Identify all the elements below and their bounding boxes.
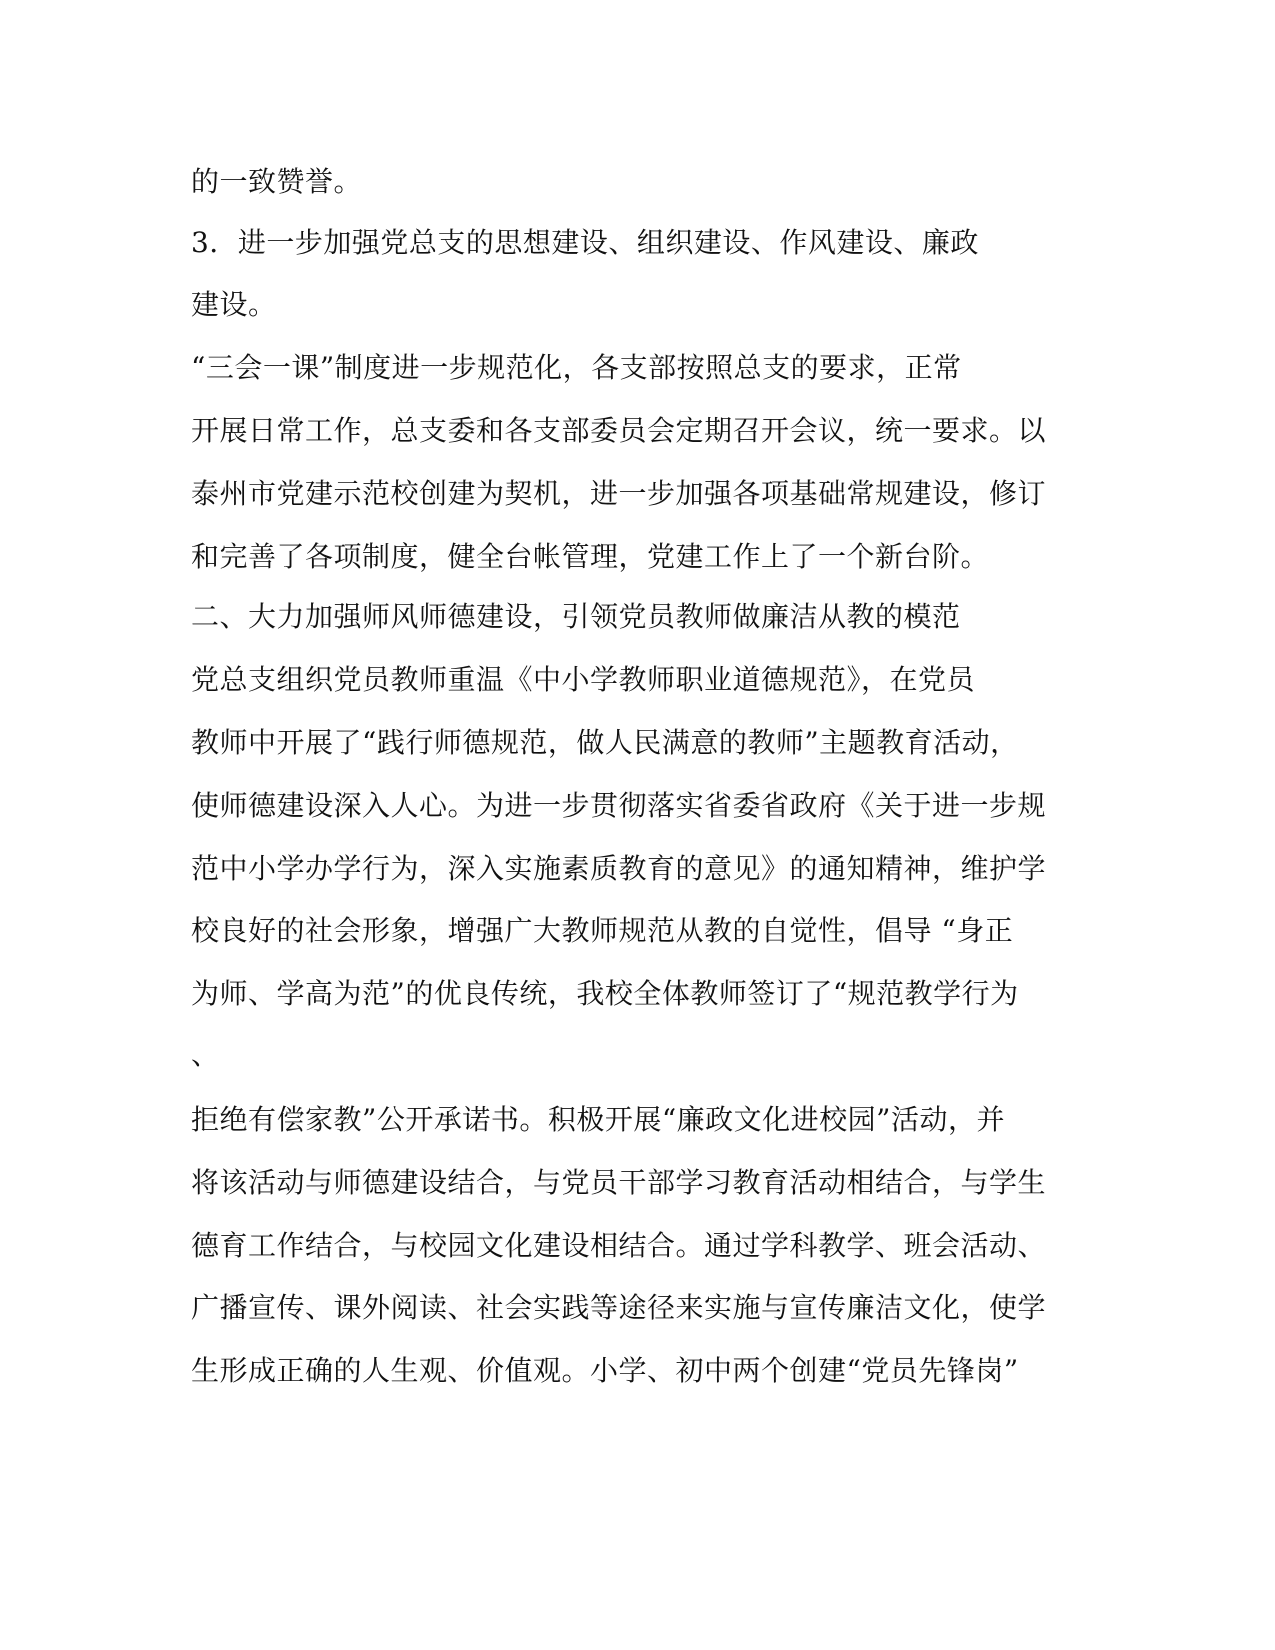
text-line: 生形成正确的人生观、价值观。小学、初中两个创建“党员先锋岗” — [191, 1354, 1019, 1387]
text-line: 拒绝有偿家教”公开承诺书。积极开展“廉政文化进校园”活动，并 — [191, 1103, 1005, 1136]
text-line: 党总支组织党员教师重温《中小学教师职业道德规范》，在党员 — [191, 663, 976, 696]
text-line: 校良好的社会形象，增强广大教师规范从教的自觉性，倡导 “身正 — [191, 914, 1014, 947]
text-line: 德育工作结合，与校园文化建设相结合。通过学科教学、班会活动、 — [191, 1229, 1047, 1262]
text-line: 将该活动与师德建设结合，与党员干部学习教育活动相结合，与学生 — [191, 1166, 1047, 1199]
text-line: 教师中开展了“践行师德规范，做人民满意的教师”主题教育活动， — [191, 726, 1019, 759]
text-line: 和完善了各项制度，健全台帐管理，党建工作上了一个新台阶。 — [191, 540, 990, 573]
text-line: 开展日常工作，总支委和各支部委员会定期召开会议，统一要求。以 — [191, 414, 1047, 447]
text-line: 广播宣传、课外阅读、社会实践等途径来实施与宣传廉洁文化，使学 — [191, 1291, 1047, 1324]
text-line: 泰州市党建示范校创建为契机，进一步加强各项基础常规建设，修订 — [191, 477, 1047, 510]
text-line: 范中小学办学行为，深入实施素质教育的意见》的通知精神，维护学 — [191, 852, 1047, 885]
text-line: “三会一课”制度进一步规范化，各支部按照总支的要求，正常 — [191, 351, 962, 384]
section-heading: 3．进一步加强党总支的思想建设、组织建设、作风建设、廉政 — [191, 226, 979, 259]
text-line: 、 — [191, 1038, 220, 1071]
text-line: 的一致赞誉。 — [191, 165, 363, 198]
text-line: 使师德建设深入人心。为进一步贯彻落实省委省政府《关于进一步规 — [191, 789, 1047, 822]
text-line: 为师、学高为范”的优良传统，我校全体教师签订了“规范教学行为 — [191, 977, 1019, 1010]
section-heading: 二、大力加强师风师德建设，引领党员教师做廉洁从教的模范 — [191, 600, 961, 633]
text-line: 建设。 — [191, 288, 277, 321]
